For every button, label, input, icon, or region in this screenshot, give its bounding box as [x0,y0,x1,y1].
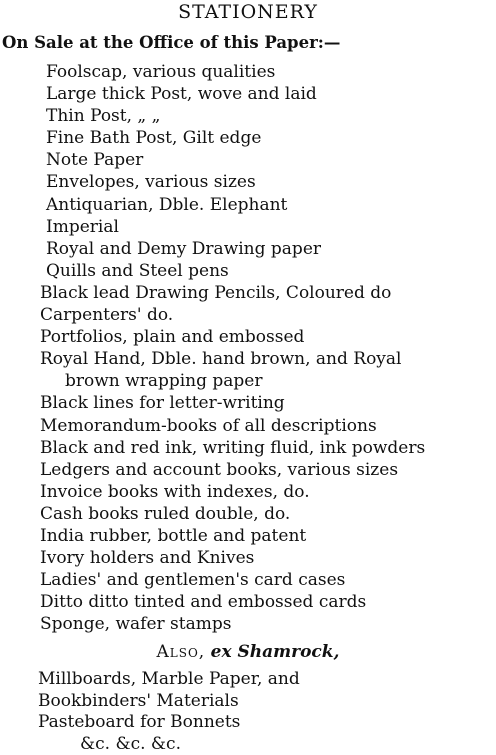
list-item: Thin Post, „ „ [0,105,496,127]
subtitle: On Sale at the Office of this Paper:— [2,32,340,54]
stationery-list [0,61,496,635]
list-item: Sponge, wafer stamps [0,613,496,635]
list-item: Black lines for letter-writing [0,392,496,414]
list-item: Envelopes, various sizes [0,171,496,193]
extra-list [0,669,496,755]
list-item: Large thick Post, wove and laid [0,83,496,105]
list-item: Carpenters' do. [0,304,496,326]
list-item: Royal Hand, Dble. hand brown, and Royal [0,348,496,370]
list-item: Royal and Demy Drawing paper [0,238,496,260]
list-item: Ivory holders and Knives [0,547,496,569]
list-item: Cash books ruled double, do. [0,503,496,525]
list-item: Memorandum-books of all descriptions [0,415,496,437]
list-item: Imperial [0,216,496,238]
list-item: Black and red ink, writing fluid, ink powders [0,437,496,459]
list-item: Ledgers and account books, various sizes [0,459,496,481]
list-item: &c. &c. &c. [0,734,496,755]
list-item: Invoice books with indexes, do. [0,481,496,503]
list-item: Millboards, Marble Paper, and [0,669,496,691]
list-item: Quills and Steel pens [0,260,496,282]
list-item: Ladies' and gentlemen's card cases [0,569,496,591]
list-item: India rubber, bottle and patent [0,525,496,547]
page-title: STATIONERY [0,0,496,24]
list-item: Ditto ditto tinted and embossed cards [0,591,496,613]
list-item: Black lead Drawing Pencils, Coloured do [0,282,496,304]
list-item: Antiquarian, Dble. Elephant [0,194,496,216]
list-item: brown wrapping paper [0,370,496,392]
list-item: Portfolios, plain and embossed [0,326,496,348]
list-item: Foolscap, various qualities [0,61,496,83]
list-item: Bookbinders' Materials [0,691,496,713]
list-item: Note Paper [0,149,496,171]
also-line [0,640,496,664]
list-item: Pasteboard for Bonnets [0,712,496,734]
ship-name: ex Shamrock, [211,642,340,662]
also-label: Also, [157,642,206,662]
list-item: Fine Bath Post, Gilt edge [0,127,496,149]
